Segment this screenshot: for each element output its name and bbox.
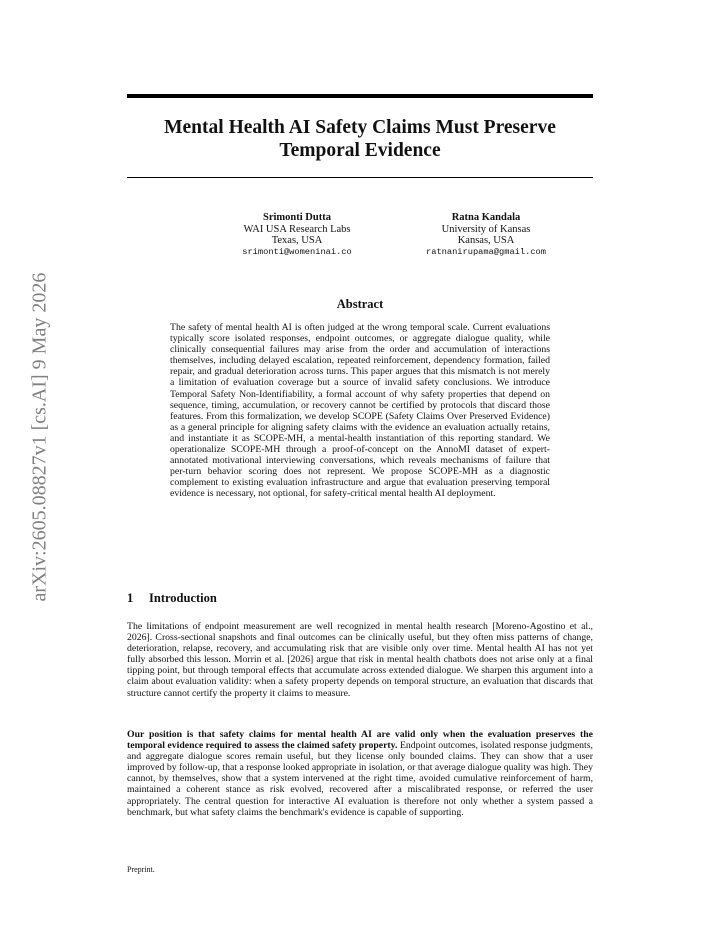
section-heading xyxy=(127,591,217,606)
author-name: Ratna Kandala xyxy=(451,212,521,223)
intro-paragraph-1: The limitations of endpoint measurement are well recognized in mental health research [Moreno-Agostino et al., 2026]. Cross-sectional snapshots and final outcomes can be clinically useful, but they often miss patterns of change, deterioration, relapse, recovery, and accumulating risk that are visible only over time. Mental health AI has not yet fully absorbed this lesson. Morrin et al. [2026] argue that risk in mental health chatbots does not arise only at a final tipping point, but through temporal effects that accumulate across extended dialogue. We sharpen this argument into a claim about evaluation validity: when a safety property depends on temporal structure, an evaluation that discards that structure cannot certify the property it claims to measure. xyxy=(127,621,593,699)
section-title: Introduction xyxy=(149,591,217,605)
position-statement: Our position is that safety claims for mental health AI are valid only when the evaluation preserves the temporal evidence required to assess the claimed safety property. xyxy=(127,729,593,752)
author-affiliation: WAI USA Research Labs xyxy=(243,223,351,235)
arxiv-sidebar-stamp: arXiv:2605.08827v1 [cs.AI] 9 May 2026 xyxy=(28,272,51,602)
author-name: Srimonti Dutta xyxy=(263,212,331,223)
author-email: ratnanirupama@gmail.com xyxy=(426,246,546,257)
footer-preprint: Preprint. xyxy=(127,865,155,874)
author-location: Texas, USA xyxy=(271,235,323,246)
title-rule-bottom xyxy=(127,177,593,178)
section-number: 1 xyxy=(127,591,134,605)
title-rule-top xyxy=(127,94,593,98)
author-1 xyxy=(197,212,397,258)
abstract-heading: Abstract xyxy=(336,297,384,311)
author-affiliation: University of Kansas xyxy=(441,223,531,235)
author-2 xyxy=(375,212,597,258)
abstract-text: The safety of mental health AI is often judged at the wrong temporal scale. Current evaluations typically score isolated responses, endpoint outcomes, or aggregate dialogue quality, while clinically consequential failures may arise from the order and accumulation of interactions themselves, including delayed escalation, repeated reinforcement, dependency formation, failed repair, and gradual deterioration across turns. This paper argues that this mismatch is not merely a limitation of evaluation coverage but a source of invalid safety conclusions. We introduce Temporal Safety Non-Identifiability, a formal account of why safety properties that depend on sequence, timing, accumulation, or recovery cannot be certified by protocols that discard those features. From this formalization, we develop SCOPE (Safety Claims Over Preserved Evidence) as a general principle for aligning safety claims with the evidence an evaluation actually retains, and instantiate it as SCOPE-MH, a mental-health instantiation of this reporting standard. We operationalize SCOPE-MH through a proof-of-concept on the AnnoMI dataset of expert-annotated motivational interviewing conversations, which reveals mechanisms of failure that per-turn behavior scoring does not represent. We propose SCOPE-MH as a diagnostic complement to existing evaluation infrastructure and argue that evaluation preserving temporal evidence is necessary, not optional, for safety-critical mental health AI deployment. xyxy=(170,322,550,500)
author-block xyxy=(127,212,593,272)
author-email: srimonti@womeninai.co xyxy=(242,246,352,257)
intro-paragraph-2 xyxy=(127,729,593,818)
paragraph-continuation: Endpoint outcomes, isolated response judgments, and aggregate dialogue scores remain useful, but they license only bounded claims. They can show that a user improved by follow-up, that a response looked appropriate in isolation, or that average dialogue quality was high. They cannot, by themselves, show that a system intervened at the right time, avoided cumulative reinforcement of harm, maintained a coherent stance as risk evolved, recovered after a miscalibrated response, or referred the user appropriately. The central question for interactive AI evaluation is therefore not only whether a system passed a benchmark, but what safety claims the benchmark's evidence is capable of supporting. xyxy=(127,740,593,818)
paper-title: Mental Health AI Safety Claims Must Preserve Temporal Evidence xyxy=(164,117,556,161)
author-location: Kansas, USA xyxy=(457,235,515,246)
